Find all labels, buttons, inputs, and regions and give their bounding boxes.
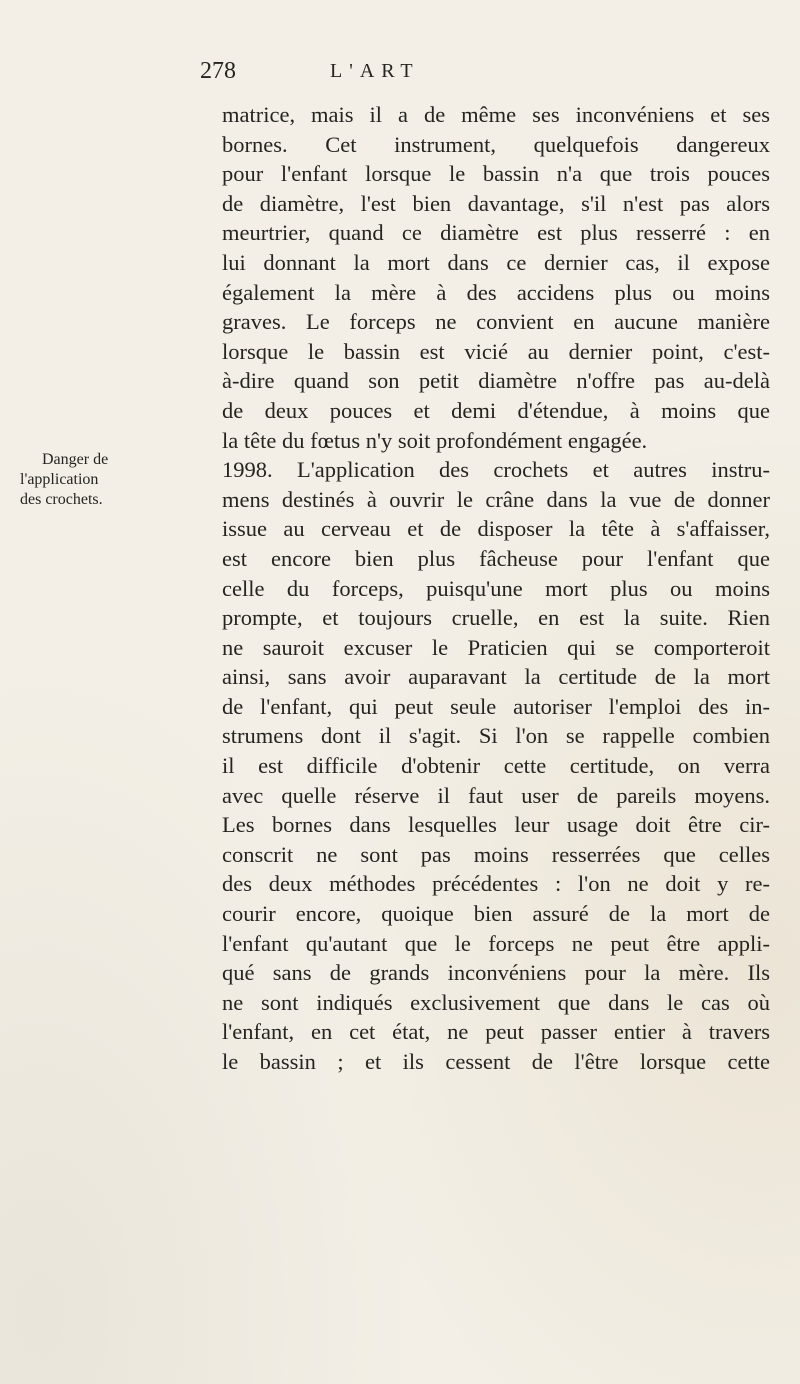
text-line: mens destinés à ouvrir le crâne dans la vue de donner: [222, 486, 770, 512]
page-header: [200, 58, 760, 98]
paragraph-start-line: 1998. L'application des crochets et autres instru-: [222, 457, 770, 483]
text-line: strumens dont il s'agit. Si l'on se rappelle combien: [222, 723, 770, 749]
text-line: qué sans de grands inconvéniens pour la mère. Ils: [222, 960, 770, 986]
page-number: 278: [200, 58, 236, 84]
text-line: matrice, mais il a de même ses inconvéniens et ses: [222, 102, 770, 127]
text-line: prompte, et toujours cruelle, en est la suite. Rien: [222, 605, 770, 631]
text-line: à-dire quand son petit diamètre n'offre pas au-delà: [222, 368, 770, 394]
text-line: courir encore, quoique bien assuré de la mort de: [222, 901, 770, 927]
text-line: bornes. Cet instrument, quelquefois dangereux: [222, 131, 770, 157]
text-line: ne sont indiqués exclusivement que dans le cas où: [222, 989, 770, 1015]
text-line: le bassin ; et ils cessent de l'être lorsque cette: [222, 1049, 770, 1074]
text-line: lorsque le bassin est vicié au dernier point, c'est-: [222, 338, 770, 364]
text-line: l'enfant, en cet état, ne peut passer entier à travers: [222, 1019, 770, 1045]
text-line: l'enfant qu'autant que le forceps ne peut être appli-: [222, 930, 770, 956]
running-head: L'ART: [330, 60, 420, 82]
text-line: la tête du fœtus n'y soit profondément engagée.: [222, 427, 648, 453]
text-line: également la mère à des accidens plus ou moins: [222, 279, 770, 305]
text-line: est encore bien plus fâcheuse pour l'enfant que: [222, 545, 770, 571]
text-line: Les bornes dans lesquelles leur usage doit être cir-: [222, 812, 770, 838]
text-line: ne sauroit excuser le Praticien qui se comporteroit: [222, 634, 770, 660]
text-line: celle du forceps, puisqu'une mort plus ou moins: [222, 575, 770, 601]
text-line: pour l'enfant lorsque le bassin n'a que trois pouces: [222, 161, 770, 187]
text-line: graves. Le forceps ne convient en aucune manière: [222, 309, 770, 335]
text-line: lui donnant la mort dans ce dernier cas, il expose: [222, 249, 770, 275]
text-line: de diamètre, l'est bien davantage, s'il n'est pas alors: [222, 190, 770, 216]
text-line: des deux méthodes précédentes : l'on ne doit y re-: [222, 871, 770, 897]
text-line: avec quelle réserve il faut user de pareils moyens.: [222, 782, 770, 808]
text-line: de deux pouces et demi d'étendue, à moins que: [222, 397, 770, 423]
text-line: meurtrier, quand ce diamètre est plus resserré : en: [222, 220, 770, 246]
body-text: [222, 100, 770, 1077]
margin-note: [20, 450, 170, 510]
margin-note-line: des crochets.: [20, 491, 103, 508]
text-line: il est difficile d'obtenir cette certitude, on verra: [222, 753, 770, 779]
margin-note-line: l'application: [20, 471, 99, 488]
text-line: issue au cerveau et de disposer la tête à s'affaisser,: [222, 516, 770, 542]
text-line: de l'enfant, qui peut seule autoriser l'emploi des in-: [222, 693, 770, 719]
margin-note-line: Danger de: [42, 451, 109, 468]
text-line: conscrit ne sont pas moins resserrées que celles: [222, 841, 770, 867]
text-line: ainsi, sans avoir auparavant la certitude de la mort: [222, 664, 770, 690]
